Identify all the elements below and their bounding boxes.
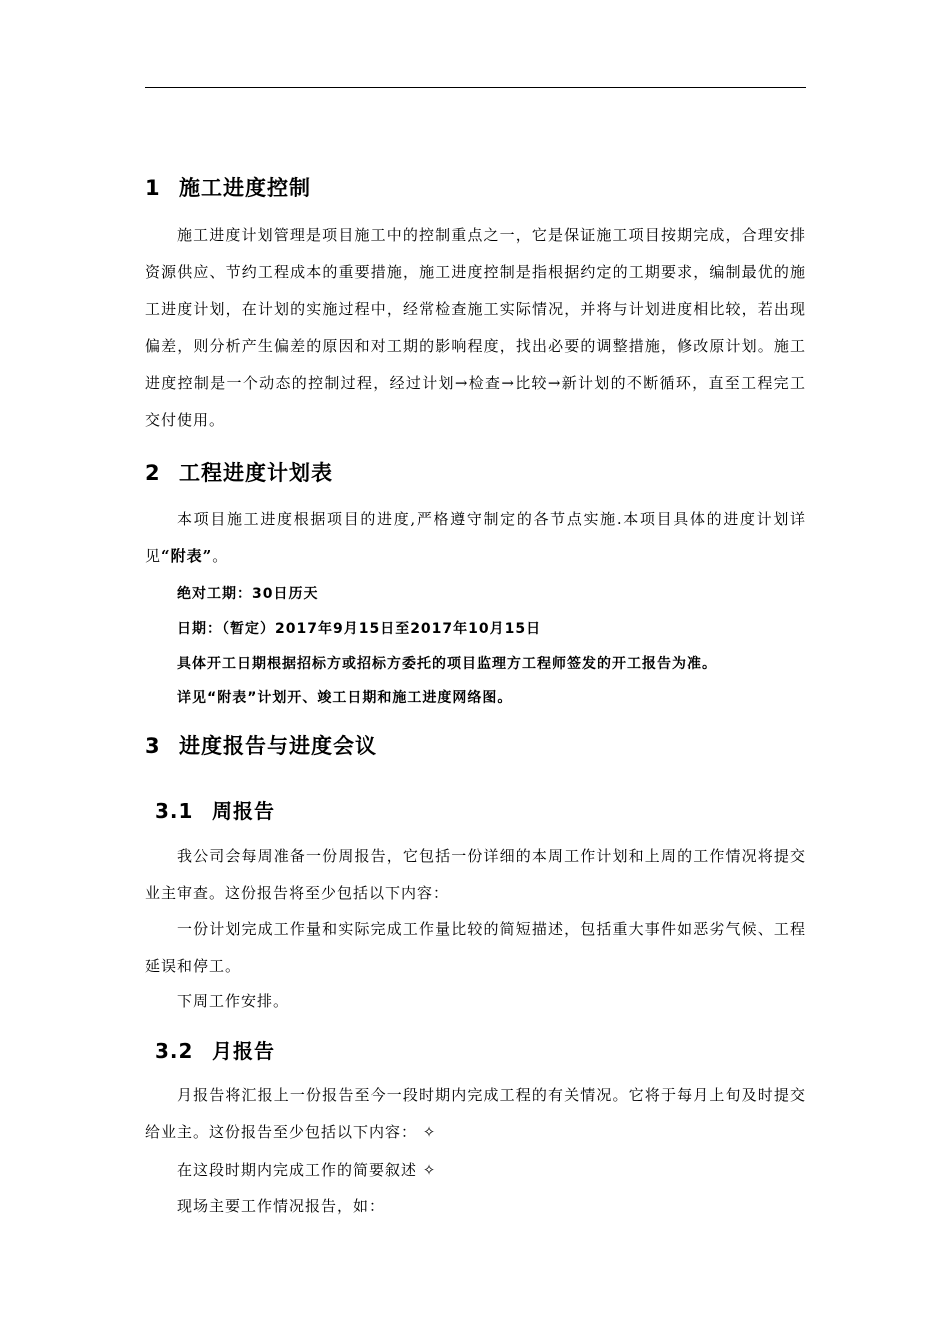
section-number: 3 [145,734,161,758]
section-2-heading [145,457,333,487]
section-3-heading [145,730,377,760]
subsection-3-1-heading [155,795,275,824]
appendix-reference: “附表” [161,547,213,565]
paragraph-text: 。 [212,547,229,565]
subsection-title: 月报告 [212,1039,275,1063]
section-1-paragraph: 施工进度计划管理是项目施工中的控制重点之一，它是保证施工项目按期完成，合理安排资源供应、节约工程成本的重要措施，施工进度控制是指根据约定的工期要求，编制最优的施工进度计划，在计划的实施过程中，经常检查施工实际情况，并将与计划进度相比较，若出现偏差，则分析产生偏差的原因和对工期的影响程度，找出必要的调整措施，修改原计划。施工进度控制是一个动态的控制过程，经过计划→检查→比较→新计划的不断循环，直至工程完工交付使用。 [145,226,806,429]
start-date-note: 具体开工日期根据招标方或招标方委托的项目监理方工程师签发的开工报告为准。 [177,656,717,672]
subsection-title: 周报告 [212,799,275,823]
weekly-report-paragraph: 我公司会每周准备一份周报告，它包括一份详细的本周工作计划和上周的工作情况将提交业主审查。这份报告将至少包括以下内容： [145,847,806,902]
section-number: 1 [145,176,161,200]
section-title: 工程进度计划表 [179,461,333,485]
duration-line: 绝对工期：30日历天 [177,586,319,602]
subsection-number: 3.2 [155,1039,194,1063]
header-rule [145,87,806,88]
monthly-report-item: 在这段时期内完成工作的简要叙述 ✧ [177,1161,437,1179]
section-2-paragraph [145,501,806,575]
section-title: 进度报告与进度会议 [179,734,377,758]
date-line: 日期：（暂定）2017年9月15日至2017年10月15日 [177,621,542,637]
subsection-number: 3.1 [155,799,194,823]
subsection-3-2-heading [155,1035,275,1064]
monthly-report-paragraph: 月报告将汇报上一份报告至今一段时期内完成工程的有关情况。它将于每月上旬及时提交给业主。这份报告至少包括以下内容： ✧ [145,1086,806,1141]
section-number: 2 [145,461,161,485]
paragraph-text: 本项目施工进度根据项目的进度,严格遵守制定的各节点实施.本项目具体的进度计划详见 [145,510,806,565]
weekly-report-item: 下周工作安排。 [177,992,290,1010]
section-title: 施工进度控制 [179,176,311,200]
monthly-report-item: 现场主要工作情况报告，如： [177,1197,386,1215]
appendix-note: 详见“附表”计划开、竣工日期和施工进度网络图。 [177,690,513,706]
weekly-report-item: 一份计划完成工作量和实际完成工作量比较的简短描述，包括重大事件如恶劣气候、工程延误和停工。 [145,920,806,975]
section-1-heading [145,172,311,202]
